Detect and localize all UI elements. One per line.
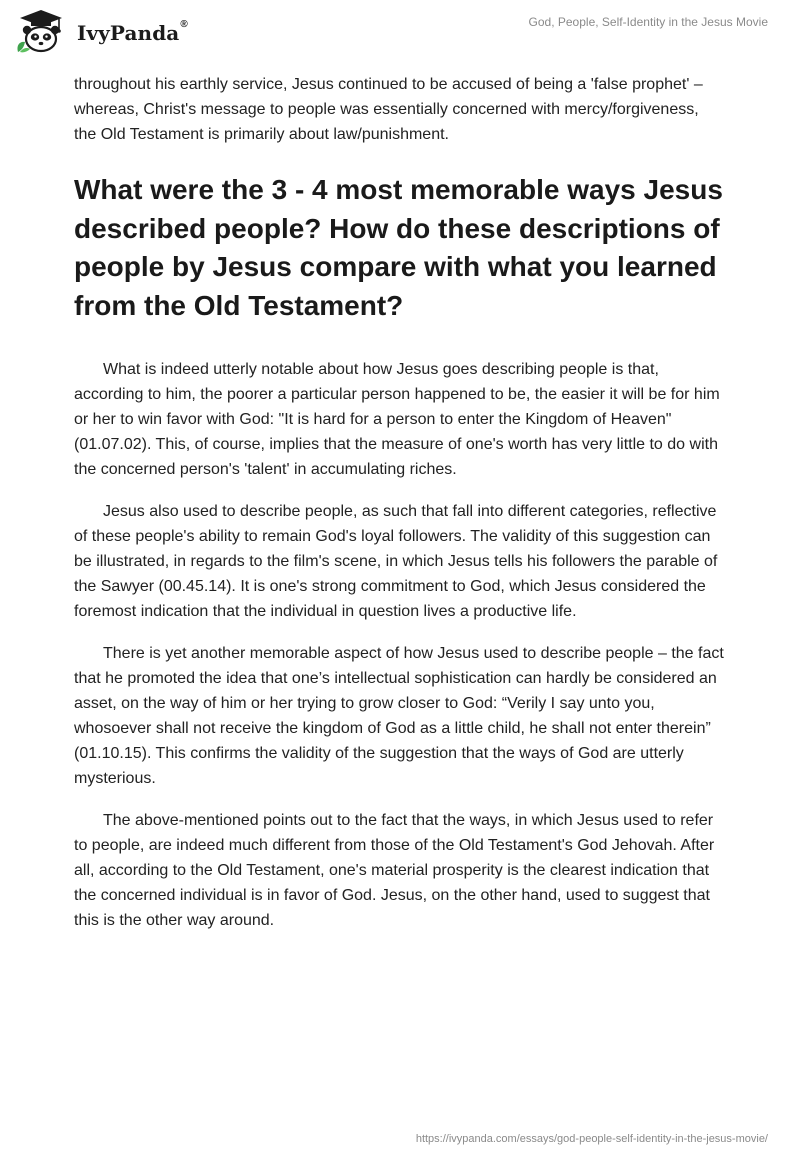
essay-body	[74, 72, 724, 950]
section-heading: What were the 3 - 4 most memorable ways Jesus described people? How do these descriptions of people by Jesus compare with what you learned from the Old Testament?	[74, 174, 723, 321]
body-paragraph: Jesus also used to describe people, as such that fall into different categories, reflective of these people's ability to remain God's loyal followers. The validity of this suggestion can be illustrated, in regards to the film's scene, in which Jesus tells his followers the parable of the Sawyer (00.45.14). It is one's strong commitment to God, which Jesus considered the foremost indication that the individual in question lives a productive life.	[74, 503, 718, 620]
page-header	[0, 0, 800, 66]
source-url[interactable]: https://ivypanda.com/essays/god-people-self-identity-in-the-jesus-movie/	[415, 1133, 768, 1145]
document-title: God, People, Self-Identity in the Jesus Movie	[528, 15, 768, 29]
logo-wordmark	[77, 18, 188, 45]
intro-paragraph: throughout his earthly service, Jesus continued to be accused of being a 'false prophet' – whereas, Christ's message to people was essentially concerned with mercy/forgiveness, the Old Testament is primarily about law/punishment.	[74, 76, 703, 143]
body-paragraph: The above-mentioned points out to the fact that the ways, in which Jesus used to refer to people, are indeed much different from those of the Old Testament's God Jehovah. After all, according to the Old Testament, one's material prosperity is the clearest indication that the concerned individual is in favor of God. Jesus, on the other hand, used to suggest that this is the other way around.	[74, 812, 715, 929]
logo-name: IvyPanda	[77, 20, 180, 45]
registered-mark: ®	[180, 18, 188, 30]
body-paragraph: What is indeed utterly notable about how Jesus goes describing people is that, according to him, the poorer a particular person happened to be, the easier it will be for him or her to win favor with God: "It is hard for a person to enter the Kingdom of Heaven" (01.07.02). This, of course, implies that the measure of one's worth has very little to do with the concerned person's 'talent' in accumulating riches.	[74, 361, 720, 478]
ivypanda-logo[interactable]	[14, 8, 188, 54]
panda-graduate-icon	[14, 8, 68, 54]
body-paragraph: There is yet another memorable aspect of how Jesus used to describe people – the fact that he promoted the idea that one’s intellectual sophistication can hardly be considered an asset, on the way of him or her trying to grow closer to God: “Verily I say unto you, whosoever shall not receive the kingdom of God as a little child, he shall not enter therein” (01.10.15). This confirms the validity of the suggestion that the ways of God are utterly mysterious.	[74, 645, 724, 787]
